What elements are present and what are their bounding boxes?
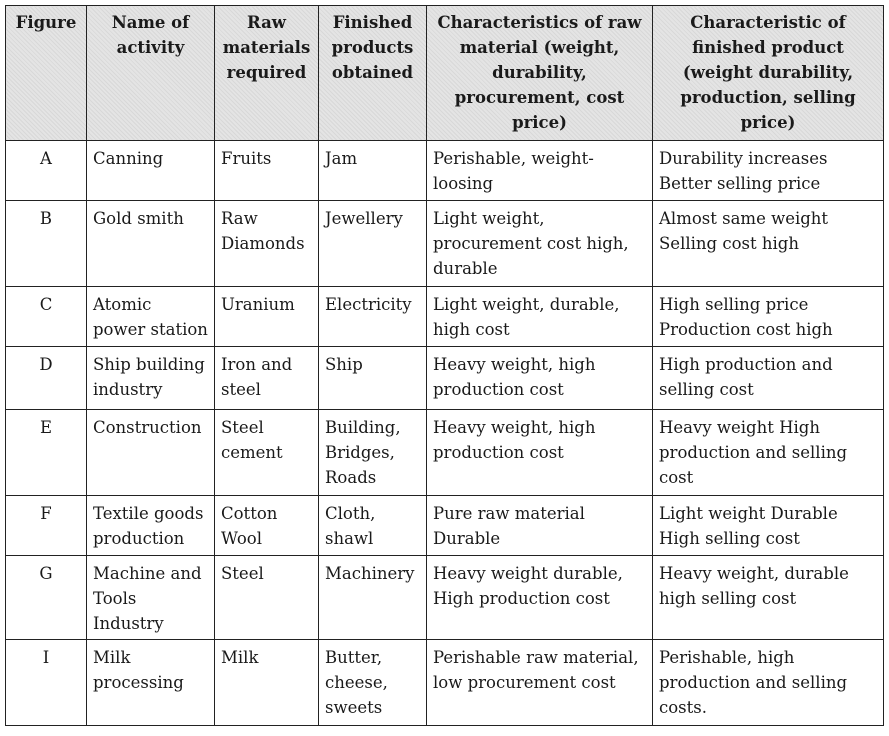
header-figure: Figure	[6, 6, 87, 141]
cell-activity: Gold smith	[87, 201, 215, 287]
cell-raw-materials: Steel cement	[215, 410, 319, 496]
table-row	[6, 410, 884, 496]
table-row	[6, 347, 884, 410]
activities-table	[5, 5, 884, 726]
cell-raw-characteristics: Heavy weight, high production cost	[427, 347, 653, 410]
header-product-characteristics: Characteristic of finished product (weight durability, production, selling price)	[653, 6, 884, 141]
table-header	[6, 6, 884, 141]
table-row	[6, 287, 884, 347]
cell-activity: Construction	[87, 410, 215, 496]
cell-finished-products: Jam	[319, 141, 427, 201]
document-page	[5, 5, 884, 726]
cell-activity: Textile goods production	[87, 496, 215, 556]
header-activity: Name of activity	[87, 6, 215, 141]
header-finished-products: Finished products obtained	[319, 6, 427, 141]
cell-figure: I	[6, 640, 87, 726]
table-row	[6, 640, 884, 726]
table-body	[6, 141, 884, 726]
cell-figure: F	[6, 496, 87, 556]
cell-raw-characteristics: Perishable, weight-loosing	[427, 141, 653, 201]
cell-raw-materials: Steel	[215, 556, 319, 640]
cell-raw-materials: Uranium	[215, 287, 319, 347]
cell-product-characteristics: High production and selling cost	[653, 347, 884, 410]
cell-figure: E	[6, 410, 87, 496]
cell-product-characteristics: Perishable, high production and selling costs.	[653, 640, 884, 726]
cell-finished-products: Cloth, shawl	[319, 496, 427, 556]
table-row	[6, 141, 884, 201]
cell-finished-products: Jewellery	[319, 201, 427, 287]
cell-finished-products: Butter, cheese, sweets	[319, 640, 427, 726]
cell-finished-products: Machinery	[319, 556, 427, 640]
cell-figure: D	[6, 347, 87, 410]
cell-product-characteristics: High selling price Production cost high	[653, 287, 884, 347]
table-row	[6, 201, 884, 287]
cell-product-characteristics: Light weight Durable High selling cost	[653, 496, 884, 556]
header-raw-materials: Raw materials required	[215, 6, 319, 141]
cell-activity: Milk processing	[87, 640, 215, 726]
table-row	[6, 556, 884, 640]
cell-figure: A	[6, 141, 87, 201]
cell-figure: C	[6, 287, 87, 347]
cell-product-characteristics: Almost same weight Selling cost high	[653, 201, 884, 287]
cell-activity: Canning	[87, 141, 215, 201]
cell-product-characteristics: Heavy weight High production and selling cost	[653, 410, 884, 496]
table-row	[6, 496, 884, 556]
cell-raw-characteristics: Light weight, durable, high cost	[427, 287, 653, 347]
cell-finished-products: Electricity	[319, 287, 427, 347]
header-raw-characteristics: Characteristics of raw material (weight, durability, procurement, cost price)	[427, 6, 653, 141]
cell-activity: Atomic power station	[87, 287, 215, 347]
cell-finished-products: Building, Bridges, Roads	[319, 410, 427, 496]
cell-raw-characteristics: Heavy weight durable, High production cost	[427, 556, 653, 640]
header-row	[6, 6, 884, 141]
cell-raw-materials: Cotton Wool	[215, 496, 319, 556]
cell-product-characteristics: Durability increases Better selling price	[653, 141, 884, 201]
cell-activity: Ship building industry	[87, 347, 215, 410]
cell-finished-products: Ship	[319, 347, 427, 410]
cell-raw-materials: Milk	[215, 640, 319, 726]
cell-raw-characteristics: Perishable raw material, low procurement cost	[427, 640, 653, 726]
cell-raw-characteristics: Heavy weight, high production cost	[427, 410, 653, 496]
cell-activity: Machine and Tools Industry	[87, 556, 215, 640]
cell-figure: B	[6, 201, 87, 287]
cell-figure: G	[6, 556, 87, 640]
cell-raw-materials: Raw Diamonds	[215, 201, 319, 287]
cell-raw-materials: Fruits	[215, 141, 319, 201]
cell-raw-characteristics: Pure raw material Durable	[427, 496, 653, 556]
cell-raw-characteristics: Light weight, procurement cost high, durable	[427, 201, 653, 287]
cell-product-characteristics: Heavy weight, durable high selling cost	[653, 556, 884, 640]
cell-raw-materials: Iron and steel	[215, 347, 319, 410]
